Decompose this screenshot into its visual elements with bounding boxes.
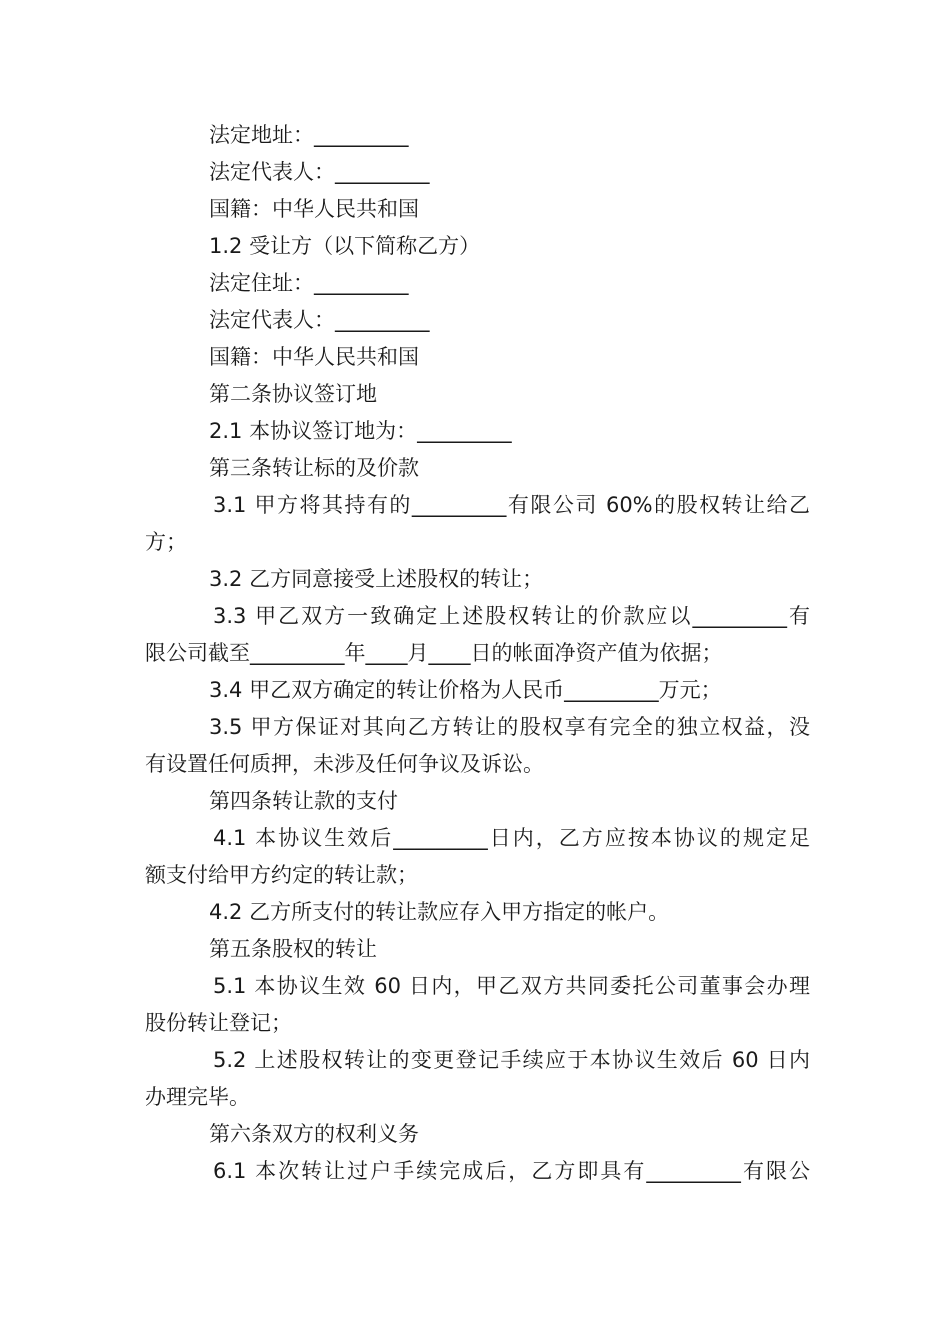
article-heading: 第五条股权的转让 [209,937,377,961]
text-line: 3.4 甲乙双方确定的转让价格为人民币_________万元； [209,678,722,702]
text-line: 法定代表人：_________ [209,160,430,184]
article-heading: 第三条转让标的及价款 [209,456,419,480]
section-subheading: 1.2 受让方（以下简称乙方） [209,234,481,258]
text-line: 国籍：中华人民共和国 [209,345,419,369]
text-line: 法定代表人：_________ [209,308,430,332]
text-line: 限公司截至_________年____月____日的帐面净资产值为依据； [145,641,723,665]
text-line: 2.1 本协议签订地为：_________ [209,419,512,443]
text-line: 股份转让登记； [145,1011,292,1035]
text-line: 3.5 甲方保证对其向乙方转让的股权享有完全的独立权益，没 [209,715,810,739]
article-heading: 第六条双方的权利义务 [209,1122,419,1146]
text-line: 有设置任何质押，未涉及任何争议及诉讼。 [145,752,544,776]
text-line: 办理完毕。 [145,1085,250,1109]
text-line: 5.2 上述股权转让的变更登记手续应于本协议生效后 60 日内 [213,1048,810,1072]
text-line: 法定住址：_________ [209,271,409,295]
article-heading: 第四条转让款的支付 [209,789,398,813]
text-line: 方； [145,530,187,554]
text-line: 3.3 甲乙双方一致确定上述股权转让的价款应以_________有 [213,604,810,628]
text-line: 5.1 本协议生效 60 日内，甲乙双方共同委托公司董事会办理 [213,974,810,998]
text-line: 4.2 乙方所支付的转让款应存入甲方指定的帐户。 [209,900,670,924]
text-line: 法定地址：_________ [209,123,409,147]
text-line: 6.1 本次转让过户手续完成后，乙方即具有_________有限公 [213,1159,810,1183]
text-line: 额支付给甲方约定的转让款； [145,863,418,887]
text-line: 国籍：中华人民共和国 [209,197,419,221]
text-line: 4.1 本协议生效后_________日内，乙方应按本协议的规定足 [213,826,810,850]
contract-body [145,117,810,1190]
text-line: 3.2 乙方同意接受上述股权的转让； [209,567,544,591]
article-heading: 第二条协议签订地 [209,382,377,406]
text-line: 3.1 甲方将其持有的_________有限公司 60%的股权转让给乙 [213,493,810,517]
